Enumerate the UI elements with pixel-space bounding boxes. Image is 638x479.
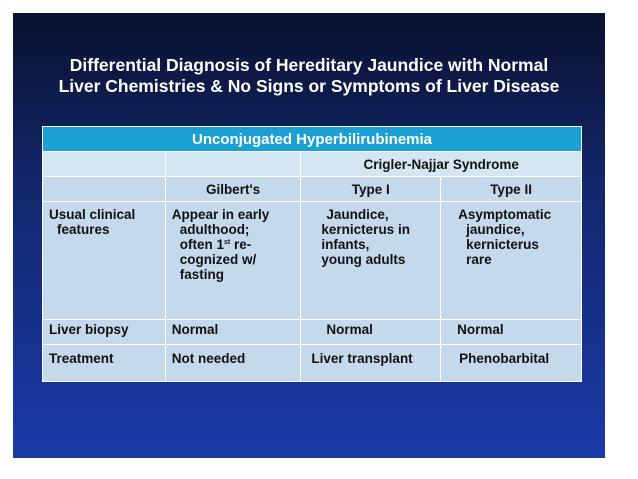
cell-line: adulthood; [179,222,250,237]
table-group-header-row [43,152,582,177]
cell-line: Jaundice, [326,207,389,222]
cell-line: Asymptomatic [458,207,552,222]
cell-line: often 1st re- [179,237,252,252]
column-header-type-2: Type II [441,177,582,202]
table-banner-row [43,127,582,152]
column-header-gilbert: Gilbert's [165,177,301,202]
row-label-text: Usual clinical [49,207,136,222]
diagnosis-table [42,126,582,382]
crigler-najjar-header: Crigler-Najjar Syndrome [301,152,582,177]
cell-type2-treatment: Phenobarbital [441,345,582,382]
table-row [43,320,582,345]
cell-line: kernicterus [466,237,539,252]
row-label-treatment: Treatment [43,345,166,382]
slide-title-line-2: Liver Chemistries & No Signs or Symptoms of Liver Disease [58,76,560,96]
table-banner: Unconjugated Hyperbilirubinemia [43,127,582,152]
table-column-header-row [43,177,582,202]
cell-gilbert-biopsy: Normal [165,320,301,345]
cell-line: Appear in early [171,207,270,222]
cell-line: jaundice, [466,222,525,237]
cell-line: kernicterus in [321,222,410,237]
slide-title-line-1: Differential Diagnosis of Hereditary Jaundice with Normal [69,55,549,75]
cell-type1-clinical [301,202,441,320]
slide-title [13,55,605,97]
slide [13,13,605,458]
cell-line: young adults [321,252,406,267]
empty-header-cell [43,152,166,177]
cell-line: rare [466,252,492,267]
cell-type2-clinical [441,202,582,320]
row-label-clinical [43,202,166,320]
row-label-text: features [57,222,110,237]
cell-gilbert-treatment: Not needed [165,345,301,382]
cell-line: fasting [179,267,224,282]
column-header-type-1: Type I [301,177,441,202]
cell-type1-treatment: Liver transplant [301,345,441,382]
cell-line: cognized w/ [179,252,257,267]
table-row [43,345,582,382]
empty-header-cell [43,177,166,202]
cell-type1-biopsy: Normal [301,320,441,345]
empty-header-cell [165,152,301,177]
cell-type2-biopsy: Normal [441,320,582,345]
table-row [43,202,582,320]
cell-line: infants, [321,237,370,252]
row-label-biopsy: Liver biopsy [43,320,166,345]
cell-gilbert-clinical [165,202,301,320]
